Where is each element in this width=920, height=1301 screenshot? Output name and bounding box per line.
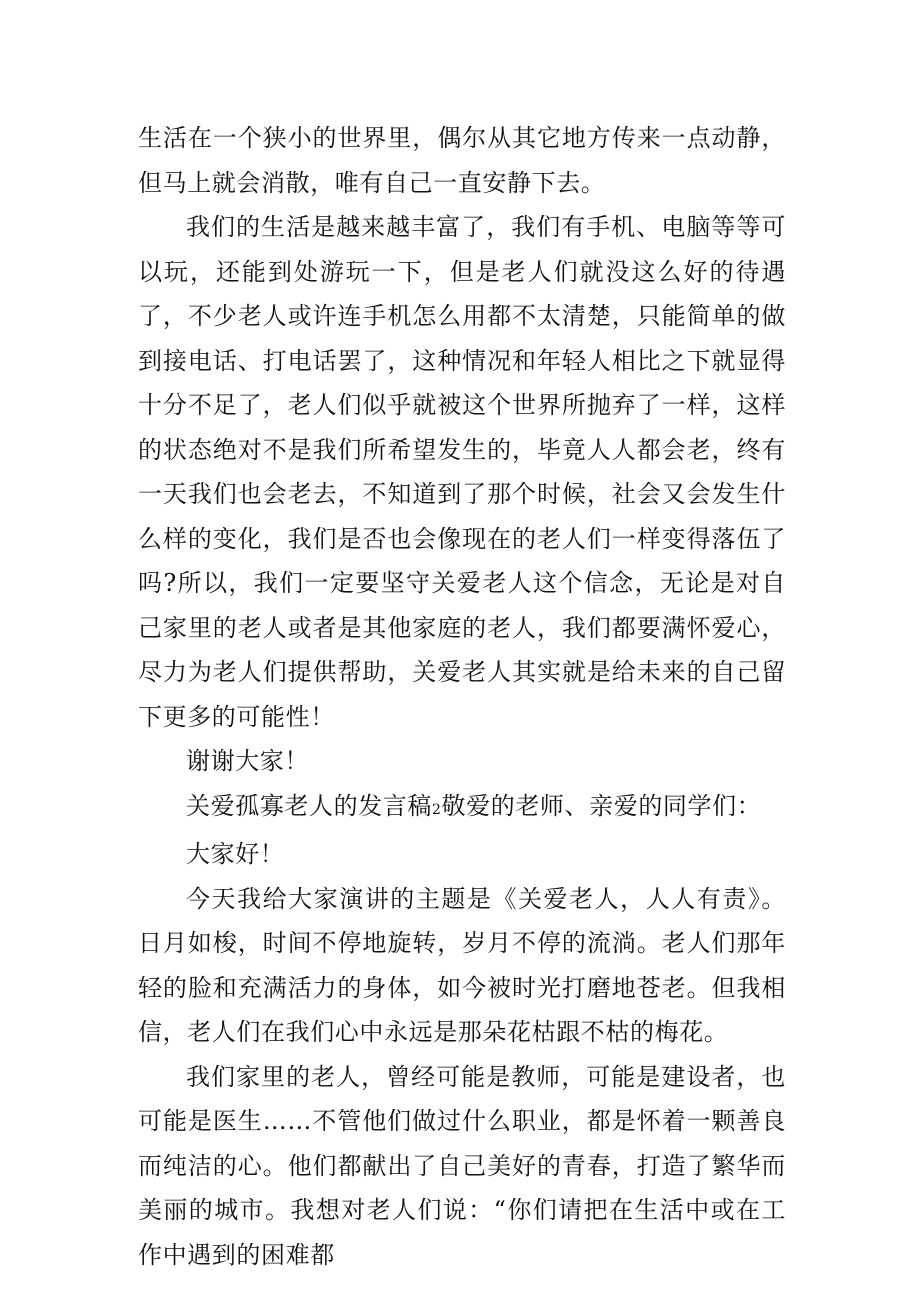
paragraph-2: 我们的生活是越来越丰富了，我们有手机、电脑等等可以玩，还能到处游玩一下，但是老人们就没这么好的待遇了，不少老人或许连手机怎么用都不太清楚，只能简单的做到接电话、打电话罢了，这种情况和年轻人相比之下就显得十分不足了，老人们似乎就被这个世界所抛弃了一样，这样的状态绝对不是我们所希望发生的，毕竟人人都会老，终有一天我们也会老去，不知道到了那个时候，社会又会发生什么样的变化，我们是否也会像现在的老人们一样变得落伍了吗?所以，我们一定要坚守关爱老人这个信念，无论是对自己家里的老人或者是其他家庭的老人，我们都要满怀爱心，尽力为老人们提供帮助，关爱老人其实就是给未来的自己留下更多的可能性！ [138, 213, 786, 731]
paragraph-4-speech-title [138, 784, 786, 833]
speech-greeting: 敬爱的老师、亲爱的同学们： [441, 791, 762, 820]
speech-number: 2 [432, 801, 442, 818]
paragraph-5: 大家好！ [186, 840, 285, 868]
speech-title-text: 关爱孤寡老人的发言稿 [186, 791, 432, 820]
paragraph-1: 生活在一个狭小的世界里，偶尔从其它地方传来一点动静，但马上就会消散，唯有自己一直安静下去。 [138, 124, 786, 197]
paragraph-6: 今天我给大家演讲的主题是《关爱老人，人人有责》。日月如梭，时间不停地旋转，岁月不停的流淌。老人们那年轻的脸和充满活力的身体，如今被时光打磨地苍老。但我相信，老人们在我们心中永远是那朵花枯跟不枯的梅花。 [138, 884, 786, 1046]
paragraph-7: 我们家里的老人，曾经可能是教师，可能是建设者，也可能是医生……不管他们做过什么职业，都是怀着一颗善良而纯洁的心。他们都献出了自己美好的青春，打造了繁华而美丽的城市。我想对老人们说：“你们请把在生活中或在工作中遇到的困难都 [138, 1062, 786, 1269]
body-text [138, 116, 786, 1277]
paragraph-3: 谢谢大家！ [186, 747, 309, 775]
